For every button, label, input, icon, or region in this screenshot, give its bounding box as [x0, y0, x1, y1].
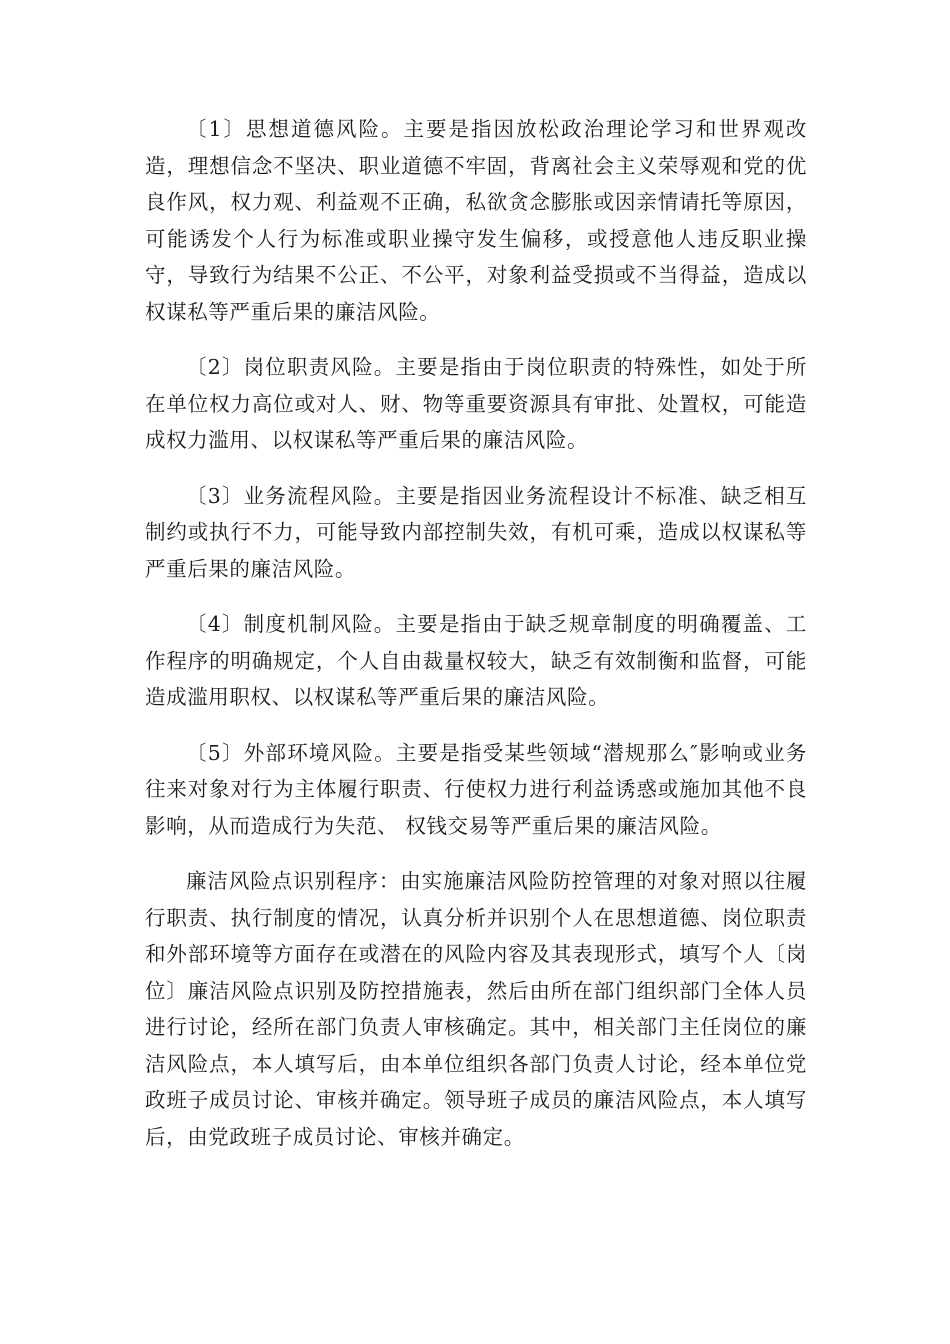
- paragraph-business-process-risk: 〔3〕业务流程风险。主要是指因业务流程设计不标准、缺乏相互制约或执行不力，可能导致内部控制失效，有机可乘，造成以权谋私等严重后果的廉洁风险。: [145, 483, 807, 581]
- paragraph-ideological-moral-risk: 〔1〕思想道德风险。主要是指因放松政治理论学习和世界观改造，理想信念不坚决、职业道德不牢固，背离社会主义荣辱观和党的优良作风，权力观、利益观不正确，私欲贪念膨胀或因亲情请托等原因，可能诱发个人行为标准或职业操守发生偏移，或授意他人违反职业操守，导致行为结果不公正、不公平，对象利益受损或不当得益，造成以权谋私等严重后果的廉洁风险。: [145, 117, 807, 324]
- paragraph-post-duty-risk: 〔2〕岗位职责风险。主要是指由于岗位职责的特殊性，如处于所在单位权力高位或对人、财、物等重要资源具有审批、处置权，可能造成权力滥用、以权谋私等严重后果的廉洁风险。: [145, 355, 807, 452]
- paragraph-external-environment-risk: 〔5〕外部环境风险。主要是指受某些领域“潜规那么″影响或业务往来对象对行为主体履行职责、行使权力进行利益诱惑或施加其他不良影响，从而造成行为失范、 权钱交易等严重后果的廉洁风险。: [145, 740, 807, 838]
- paragraph-system-mechanism-risk: 〔4〕制度机制风险。主要是指由于缺乏规章制度的明确覆盖、工作程序的明确规定，个人自由裁量权较大，缺乏有效制衡和监督，可能造成滥用职权、以权谋私等严重后果的廉洁风险。: [145, 612, 807, 709]
- document-page: [145, 111, 807, 1155]
- paragraph-identification-procedure: 廉洁风险点识别程序：由实施廉洁风险防控管理的对象对照以往履行职责、执行制度的情况，认真分析并识别个人在思想道德、岗位职责和外部环境等方面存在或潜在的风险内容及其表现形式，填写个人〔岗位〕廉洁风险点识别及防控措施表，然后由所在部门组织部门全体人员进行讨论，经所在部门负责人审核确定。其中，相关部门主任岗位的廉洁风险点，本人填写后，由本单位组织各部门负责人讨论，经本单位党政班子成员讨论、审核并确定。领导班子成员的廉洁风险点，本人填写后，由党政班子成员讨论、审核并确定。: [145, 869, 807, 1149]
